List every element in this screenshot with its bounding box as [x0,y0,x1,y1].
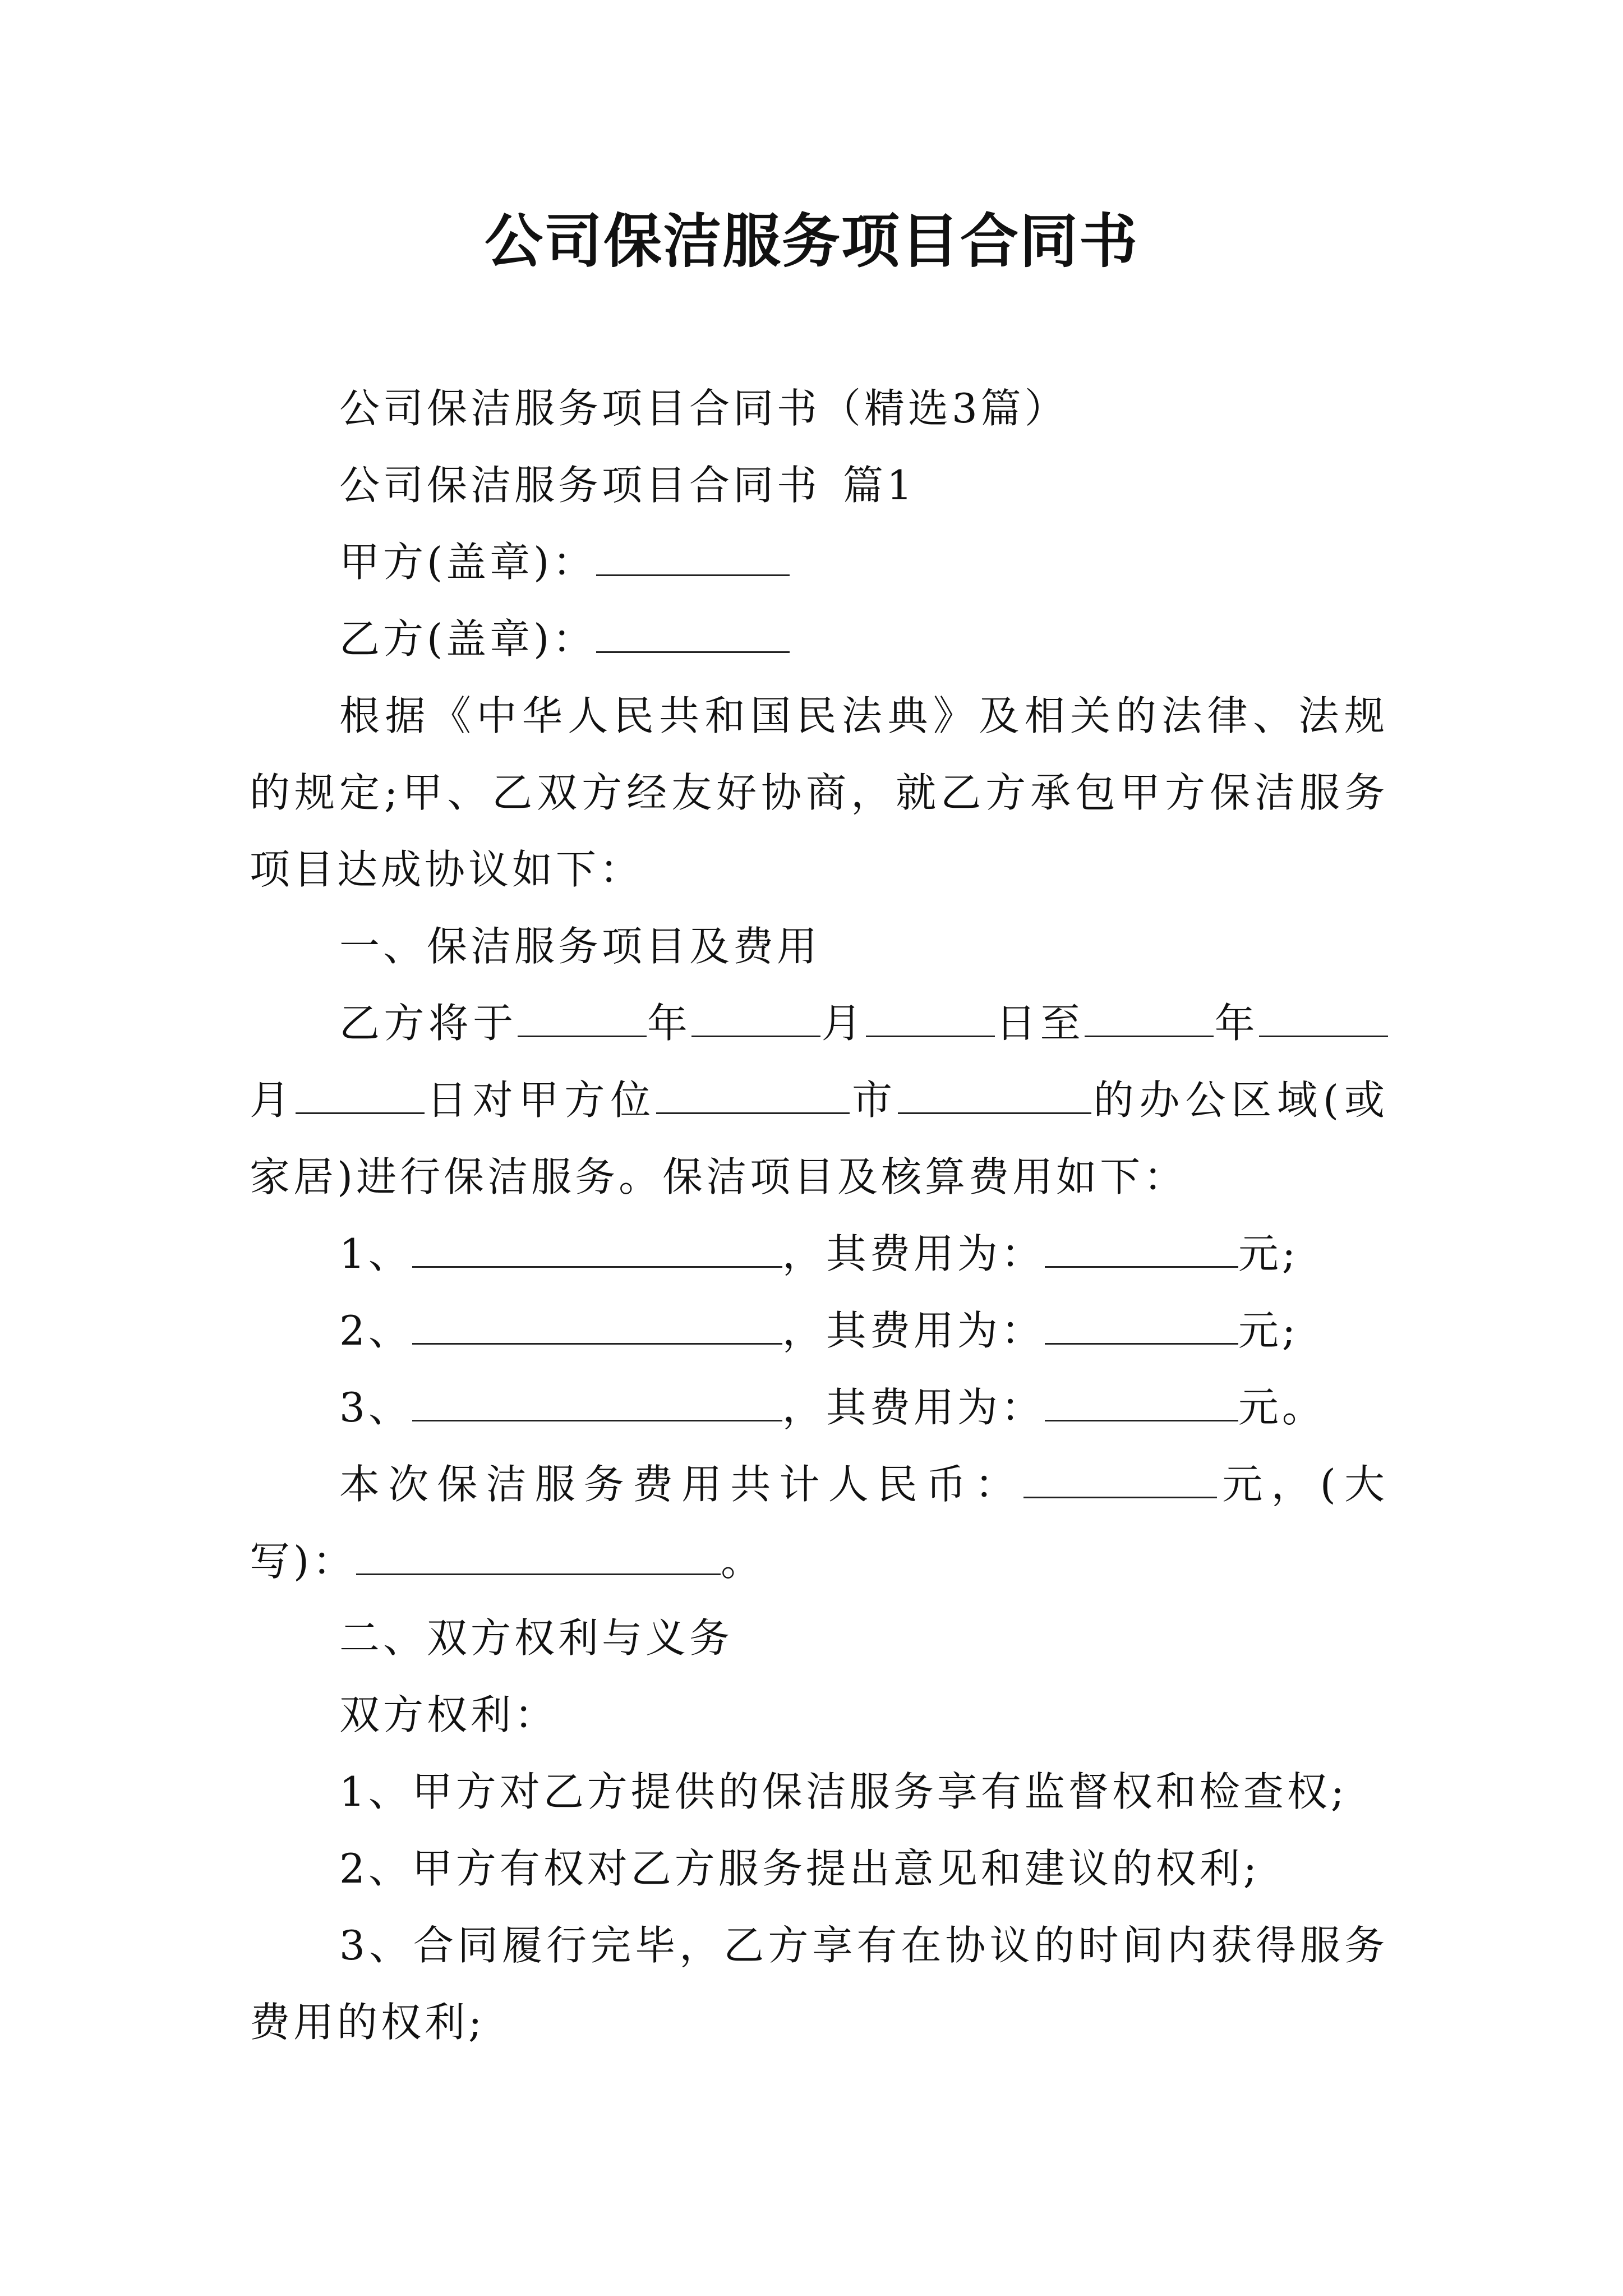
chapter-part: 篇1 [843,462,916,509]
section1-heading: 一、保洁服务项目及费用 [339,923,821,970]
total-capital-blank [356,1535,721,1575]
right-item-2: 2、甲方有权对乙方服务提出意见和建议的权利; [339,1845,1261,1892]
end-month-blank [1259,997,1388,1037]
end-year-blank [1085,997,1214,1037]
item-name-blank [412,1228,782,1268]
item-fee-label: ，其费用为： [782,1307,1045,1354]
party-a-label: 甲方(盖章)： [339,539,597,586]
item-name-blank [412,1305,782,1345]
end-day-label: 日对甲方位 [424,1076,657,1124]
item-fee-blank [1045,1305,1238,1345]
intro-paragraph: 根据《中华人民共和国民法典》及相关的法律、法规的规定;甲、乙双方经友好协商，就乙方承包甲方保洁服务项目达成协议如下： [250,692,1388,893]
item-number: 1、 [339,1230,412,1277]
item-name-blank [412,1382,782,1421]
item-fee-label: ，其费用为： [782,1384,1045,1431]
start-year-label: 年 [646,1000,692,1047]
section2-heading: 二、双方权利与义务 [339,1614,734,1662]
total-capital-label: 元，(大写)： [250,1461,1388,1585]
start-month-label: 月 [820,1000,866,1047]
total-amount-blank [1023,1458,1217,1498]
total-end: 。 [721,1538,765,1585]
item-line-1 [250,1216,1388,1292]
party-a-line [250,524,1388,601]
document-body [250,370,1388,2061]
item-fee-blank [1045,1382,1238,1421]
right-item-1: 1、甲方对乙方提供的保洁服务享有监督权和检查权; [339,1768,1348,1815]
city-label: 市 [850,1076,898,1124]
party-b-blank [596,613,790,653]
item-line-3 [250,1369,1388,1446]
party-b-line [250,601,1388,678]
location-blank [656,1074,850,1114]
end-year-label: 年 [1214,1000,1259,1047]
item-fee-label: ，其费用为： [782,1230,1045,1277]
total-lead: 本次保洁服务费用共计人民币： [339,1461,1024,1508]
total-paragraph [250,1446,1388,1600]
chapter-line [250,447,1388,524]
document-title: 公司保洁服务项目合同书 [484,206,1138,275]
item-line-2 [250,1292,1388,1369]
service-tail: 的办公区域(或家居)进行保洁服务。保洁项目及核算费用如下： [250,1076,1388,1200]
right-item-3: 3、合同履行完毕，乙方享有在协议的时间内获得服务费用的权利; [250,1922,1388,2046]
party-b-label: 乙方(盖章)： [339,615,597,662]
item-unit: 元; [1238,1230,1299,1277]
start-day-blank [866,997,995,1037]
start-year-blank [518,997,647,1037]
end-day-blank [296,1074,425,1114]
item-fee-blank [1045,1228,1238,1268]
item-number: 3、 [339,1384,412,1431]
city-blank [898,1074,1091,1114]
start-day-label: 日至 [995,1000,1085,1047]
item-unit: 元; [1238,1307,1299,1354]
service-period-paragraph [250,985,1388,1216]
rights-heading: 双方权利： [339,1691,559,1738]
item-unit: 元。 [1238,1384,1326,1431]
subtitle-line: 公司保洁服务项目合同书（精选3篇） [339,385,1068,432]
party-a-blank [596,536,790,576]
start-month-blank [691,997,820,1037]
service-lead: 乙方将于 [339,1000,518,1047]
chapter-name: 公司保洁服务项目合同书 [339,462,821,509]
end-month-label: 月 [250,1076,296,1124]
item-number: 2、 [339,1307,412,1354]
